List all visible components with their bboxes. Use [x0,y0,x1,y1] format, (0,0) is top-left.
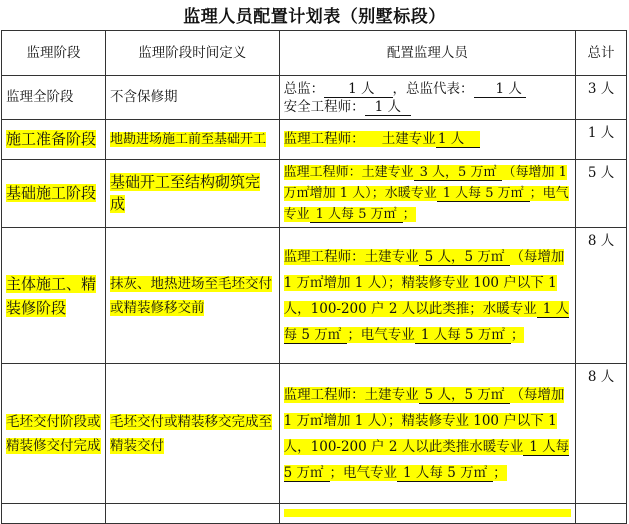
phase-text: 基础施工阶段 [6,183,97,202]
staff-value: 1 人 [365,99,411,116]
table-row [2,76,627,120]
phase-cell [2,120,106,160]
total-cell: 1 人 [576,120,627,160]
total-cell: 5 人 [576,160,627,228]
definition-cell [105,160,279,228]
staff-label: ；精装修专业 100 户以下 1 人，100-200 户 2 人以此类推；水暖专业 [283,274,557,317]
header-total: 总计 [576,31,627,76]
staff-value: 1 人每 5 万㎡ [283,300,570,343]
highlight-bar [284,509,571,517]
definition-cell [105,120,279,160]
staff-value: 1 人每 5 万㎡ [437,186,530,202]
staff-value: 1 人 [436,131,480,148]
staff-value: 5 人，5 万㎡ [419,387,511,404]
phase-cell [2,228,106,364]
staff-label: （每增加 1 万㎡增加 1 人） [283,165,567,201]
staff-cell [279,364,575,504]
phase-text: 毛坯交付阶段或精装修交付完成 [6,413,101,454]
definition-text: 不含保修期 [109,89,178,105]
table-row [2,160,627,228]
total-cell: 8 人 [576,228,627,364]
staff-label: ，总监代表： [392,80,474,97]
staff-value: 1 人每 5 万㎡ [283,438,570,481]
definition-text: 抹灰、地热进场至毛坯交付或精装修移交前 [109,275,272,316]
phase-text: 监理全阶段 [6,89,74,105]
table-row [2,364,627,504]
staff-value: 1 人 [324,81,392,98]
staff-label: ； [510,326,525,343]
staff-label: ；水暖专业 [371,186,437,201]
table-row [2,120,627,160]
staff-cell [279,228,575,364]
staff-text: 监理工程师： 土建专业 [283,131,436,147]
staff-value: 3 人，5 万㎡ [414,165,503,181]
phase-cell [2,504,106,524]
staff-value: 1 人 [474,81,526,98]
total-cell [576,504,627,524]
staff-value: 1 人每 5 万㎡ [415,327,511,344]
phase-cell [2,364,106,504]
staff-label: ；电气专业 [329,464,398,481]
staff-label: 总监： [283,80,325,97]
staff-label: （每增加 1 万㎡增加 1 人） [283,386,565,429]
definition-cell [105,228,279,364]
staffing-table [1,30,627,524]
staff-label: 监理工程师：土建专业 [283,248,419,265]
header-phase: 监理阶段 [2,31,106,76]
staff-cell [279,76,575,120]
definition-cell [105,364,279,504]
phase-cell [2,160,106,228]
phase-text: 主体施工、精装修阶段 [6,274,97,317]
table-row [2,504,627,524]
staff-label: ；电气专业 [347,326,415,343]
staff-value: 5 人，5 万㎡ [419,249,511,266]
definition-text: 基础开工至结构砌筑完成 [109,172,260,213]
staff-label: ； [402,207,416,222]
staff-label: ；电气专业 [283,186,569,222]
staff-value: 1 人每 5 万㎡ [397,465,493,482]
staff-label: 监理工程师：土建专业 [283,386,419,403]
definition-text: 地勘进场施工前至基础开工 [109,132,266,147]
definition-cell [105,504,279,524]
table-row [2,228,627,364]
staff-value: 1 人每 5 万㎡ [310,207,403,223]
phase-text: 施工准备阶段 [6,129,97,148]
header-definition: 监理阶段时间定义 [105,31,279,76]
staff-cell [279,120,575,160]
staff-label: ； [493,464,507,481]
phase-cell [2,76,106,120]
staff-label: 安全工程师： [283,98,365,115]
staff-cell [279,160,575,228]
definition-text: 毛坯交付或精装移交完成至精装交付 [109,413,272,454]
total-cell: 8 人 [576,364,627,504]
definition-cell [105,76,279,120]
staff-cell [279,504,575,524]
table-header-row [2,31,627,76]
staff-label: （每增加 1 万㎡增加 1 人） [283,248,565,291]
staff-label: 监理工程师：土建专业 [283,165,414,180]
header-staff: 配置监理人员 [279,31,575,76]
total-cell: 3 人 [576,76,627,120]
staff-label: ；精装修专业 100 户以下 1 人，100-200 户 2 人以此类推水暖专业 [283,412,557,455]
page-title: 监理人员配置计划表（别墅标段） [183,7,446,27]
